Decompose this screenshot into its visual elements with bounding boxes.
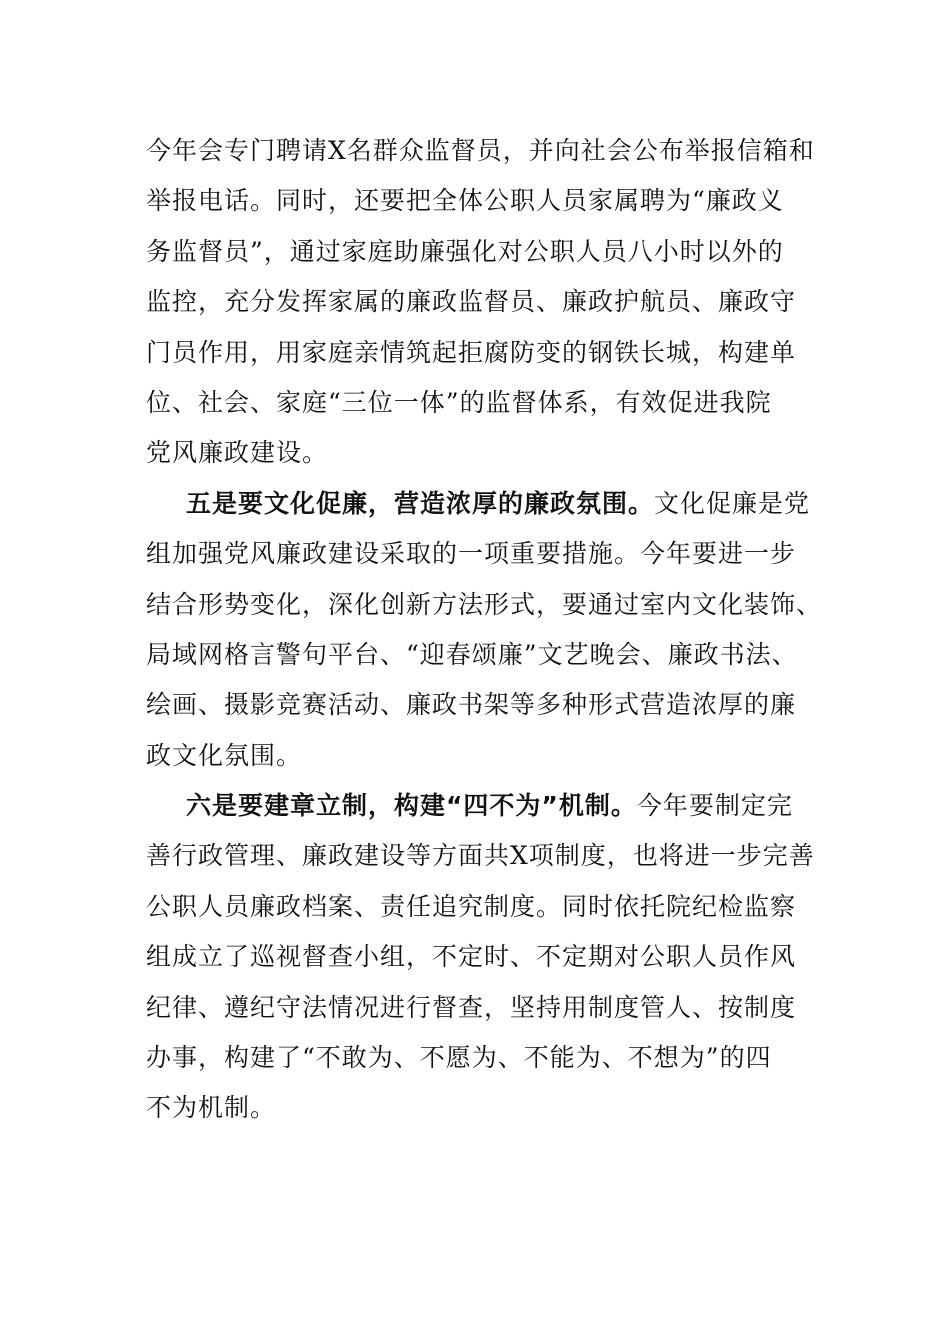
text-segment: 文化促廉是党 [654,488,811,518]
text-line: 位、社会、家庭“三位一体”的监督体系，有效促进我院 [146,387,772,417]
text-line: 结合形势变化，深化创新方法形式，要通过室内文化装饰、 [146,589,823,619]
text-line: 绘画、摄影竞赛活动、廉政书架等多种形式营造浓厚的廉 [146,690,797,720]
paragraph-institutions [146,781,815,1134]
paragraph-culture [146,479,823,781]
text-line: 门员作用，用家庭亲情筑起拒腐防变的钢铁长城，构建单 [146,337,797,367]
text-line: 组成立了巡视督查小组，不定时、不定期对公职人员作风 [146,942,797,972]
text-line-first [146,479,810,529]
text-line: 不为机制。 [146,1093,277,1123]
text-line-first [146,781,810,831]
document-body [146,126,823,1134]
section-heading-institutions: 六是要建章立制，构建“四不为”机制。 [186,791,637,821]
text-line: 组加强党风廉政建设采取的一项重要措施。今年要进一步 [146,539,797,569]
text-line: 务监督员”，通过家庭助廉强化对公职人员八小时以外的 [146,236,784,266]
text-line: 公职人员廉政档案、责任追究制度。同时依托院纪检监察 [146,891,797,921]
text-line: 监控，充分发挥家属的廉政监督员、廉政护航员、廉政守 [146,287,797,317]
text-line: 局域网格言警句平台、“迎春颂廉”文艺晚会、廉政书法、 [146,639,798,669]
text-line: 今年会专门聘请X名群众监督员，并向社会公布举报信箱和 [146,136,815,165]
text-line: 善行政管理、廉政建设等方面共X项制度，也将进一步完善 [146,841,815,871]
text-line: 举报电话。同时，还要把全体公职人员家属聘为“廉政义 [146,186,784,216]
text-line: 纪律、遵纪守法情况进行督查，坚持用制度管人、按制度 [146,992,797,1022]
text-segment: 今年要制定完 [636,791,793,821]
text-line: 办事，构建了“不敢为、不愿为、不能为、不想为”的四 [146,1043,772,1073]
paragraph-family-supervision [146,126,815,479]
text-line: 政文化氛围。 [146,740,303,770]
text-line: 党风廉政建设。 [146,438,329,468]
section-heading-culture: 五是要文化促廉，营造浓厚的廉政氛围。 [186,488,655,518]
